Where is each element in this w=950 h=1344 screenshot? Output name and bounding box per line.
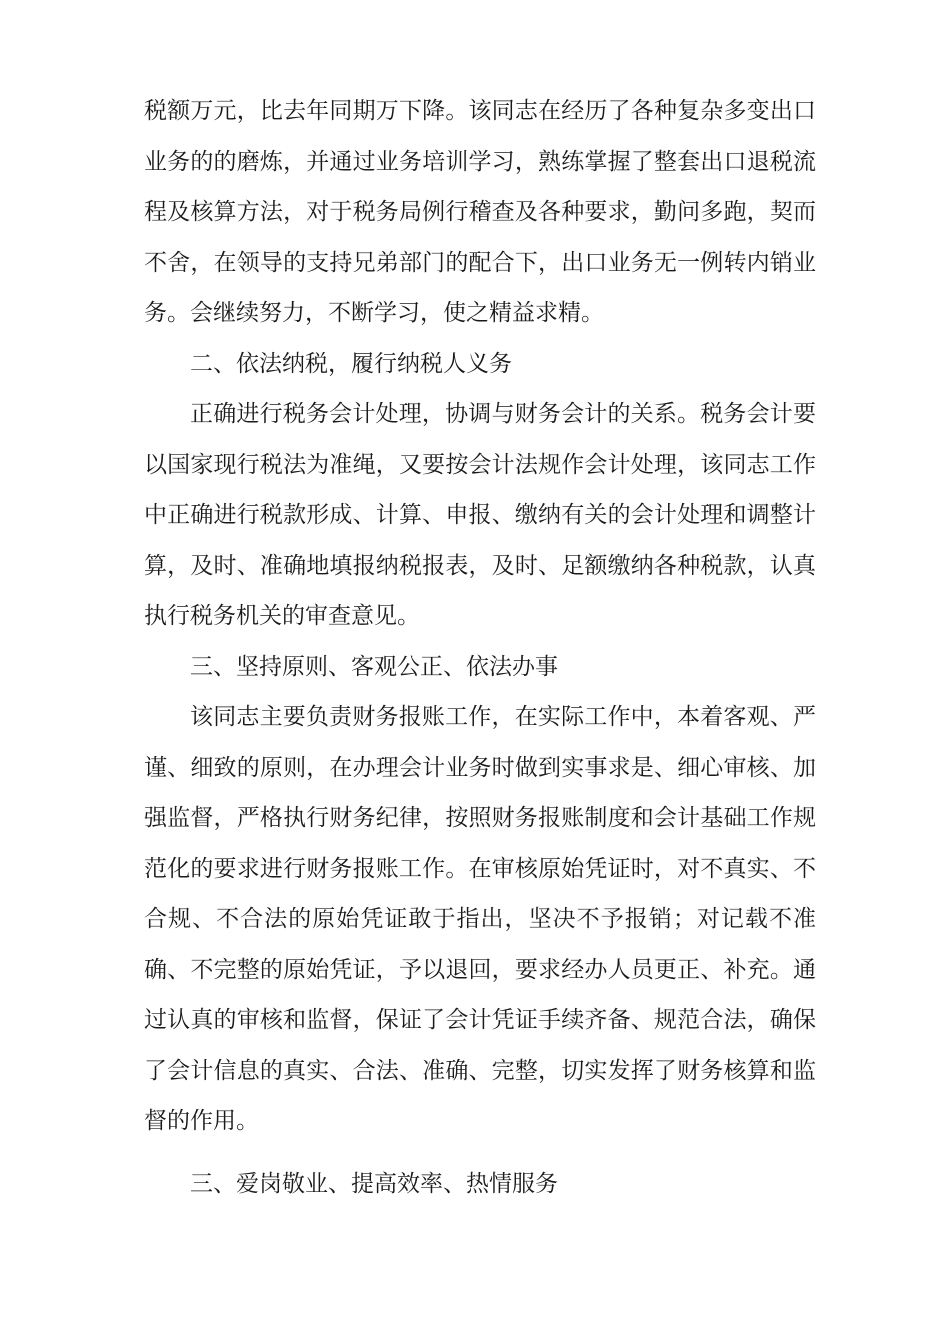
paragraph-tax-accounting: 正确进行税务会计处理，协调与财务会计的关系。税务会计要以国家现行税法为准绳，又要按会计法规作会计处理，该同志工作中正确进行税款形成、计算、申报、缴纳有关的会计处理和调整计算，及时、准确地填报纳税报表，及时、足额缴纳各种税款，认真执行税务机关的审查意见。 — [144, 401, 816, 629]
section-heading-dedication: 三、爱岗敬业、提高效率、热情服务 — [190, 1170, 558, 1197]
paragraph-export-tax: 税额万元，比去年同期万下降。该同志在经历了各种复杂多变出口业务的的磨炼，并通过业务培训学习，熟练掌握了整套出口退税流程及核算方法，对于税务局例行稽查及各种要求，勤问多跑，契而不舍，在领导的支持兄弟部门的配合下，出口业务无一例转内销业务。会继续努力，不断学习，使之精益求精。 — [144, 98, 816, 326]
section-heading-tax-compliance: 二、依法纳税，履行纳税人义务 — [190, 350, 512, 377]
section-heading-principles: 三、坚持原则、客观公正、依法办事 — [190, 653, 558, 680]
paragraph-reimbursement: 该同志主要负责财务报账工作，在实际工作中，本着客观、严谨、细致的原则，在办理会计业务时做到实事求是、细心审核、加强监督，严格执行财务纪律，按照财务报账制度和会计基础工作规范化的要求进行财务报账工作。在审核原始凭证时，对不真实、不合规、不合法的原始凭证敢于指出，坚决不予报销；对记载不准确、不完整的原始凭证，予以退回，要求经办人员更正、补充。通过认真的审核和监督，保证了会计凭证手续齐备、规范合法，确保了会计信息的真实、合法、准确、完整，切实发挥了财务核算和监督的作用。 — [144, 704, 816, 1134]
document-body — [144, 86, 816, 1209]
